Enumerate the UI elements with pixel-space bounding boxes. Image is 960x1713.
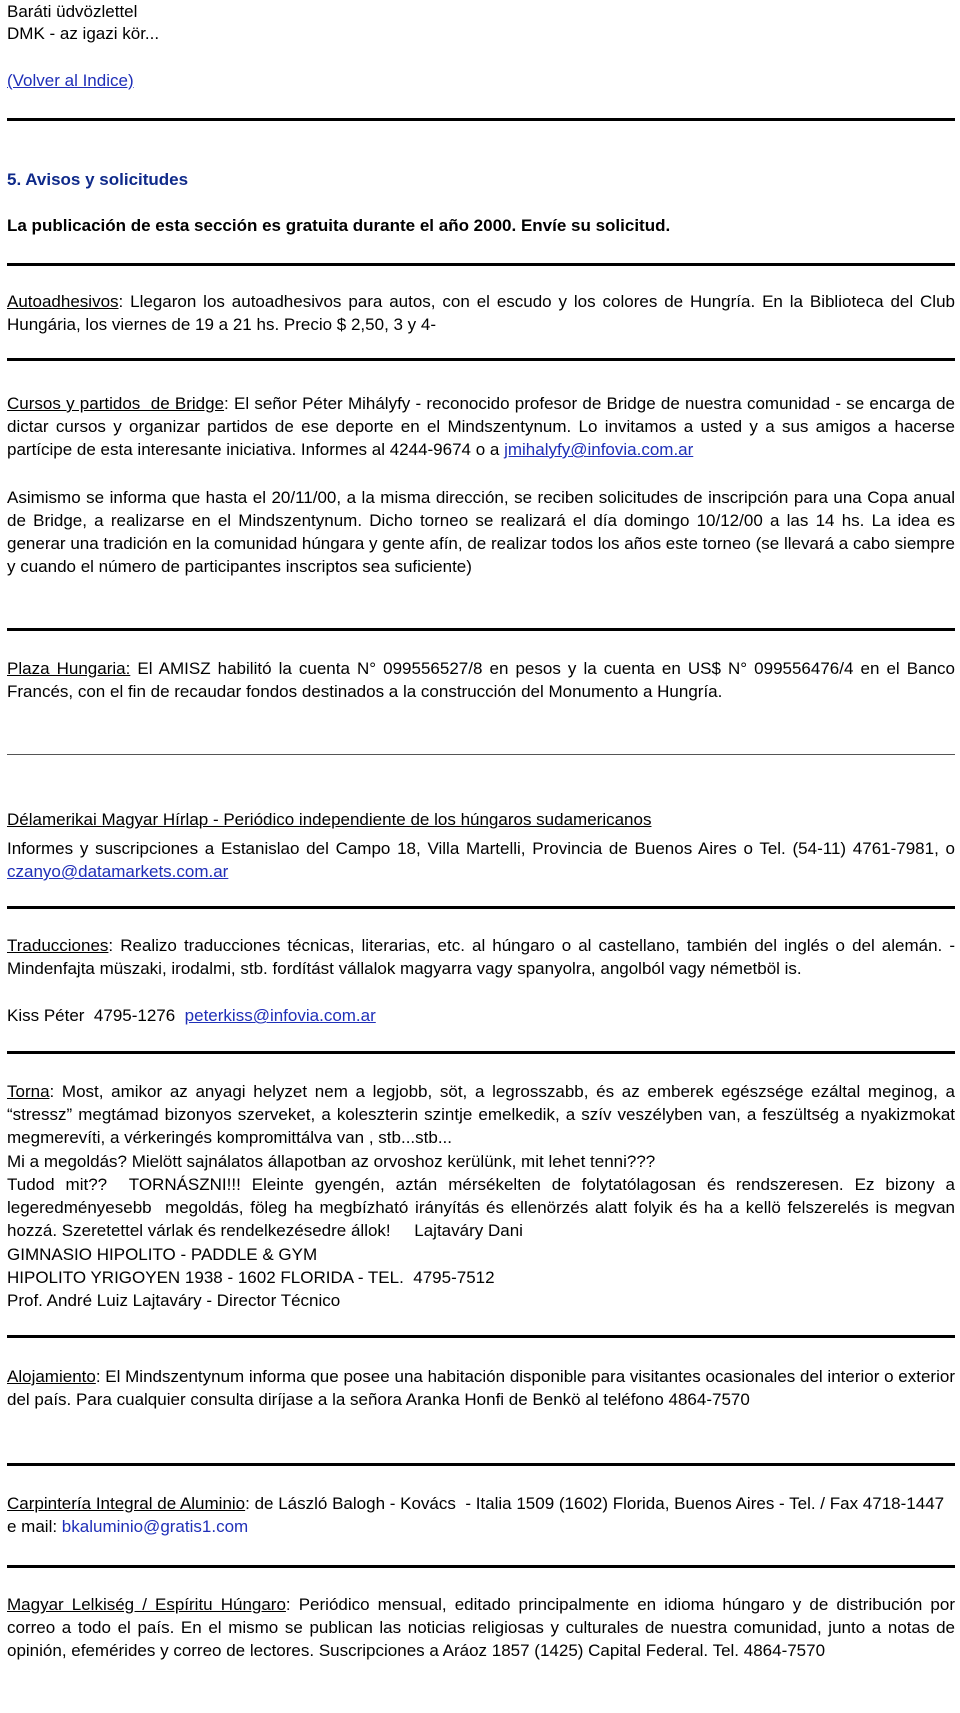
notice-text: : de László Balogh - Kovács - Italia 1509 (1602) Florida, Buenos Aires - Tel. / Fax 4718-1447 e mail: <box>7 1494 949 1536</box>
divider <box>7 754 955 755</box>
notice-text: : Most, amikor az anyagi helyzet nem a legjobb, söt, a legrosszabb, és az emberek egészsége ezáltal meginog, a “stressz” megtámad bizonyos szerveket, a koleszterin szintje emelkedik, a szív veszélyben van, a feszültség a nyakizmokat megmerevíti, a vérkeringés kompromittálva van , stb...stb... <box>7 1082 955 1147</box>
traducciones-contact <box>7 1004 955 1027</box>
divider <box>7 906 955 909</box>
email-text: bkaluminio@gratis1.com <box>61 1517 249 1536</box>
notice-text: Informes y suscripciones a Estanislao del Campo 18, Villa Martelli, Provincia de Buenos Aires o Tel. (54-11) 4761-7981, o <box>7 839 955 858</box>
notice-text: : El Mindszentynum informa que posee una habitación disponible para visitantes ocasionales del interior o exterior del país. Para cualquier consulta diríjase a la señora Aranka Honfi de Benkö al teléfono 4864-7570 <box>7 1367 955 1409</box>
notice-alojamiento <box>7 1365 955 1411</box>
notice-traducciones <box>7 934 955 980</box>
divider <box>7 263 955 266</box>
notice-bridge-paragraph-2: Asimismo se informa que hasta el 20/11/00, a la misma dirección, se reciben solicitudes de inscripción para una Copa anual de Bridge, a realizarse en el Mindszentynum. Dicho torneo se realizará el día domingo 10/12/00 a las 14 hs. La idea es generar una tradición en la comunidad húngara y gente afín, de realizar todos los años este torneo (se llevará a cabo siempre y cuando el número de participantes inscriptos sea suficiente) <box>7 488 955 576</box>
notice-lelkiseg <box>7 1593 955 1662</box>
notice-plaza-hungaria <box>7 657 955 703</box>
email-link[interactable]: peterkiss@infovia.com.ar <box>184 1006 376 1025</box>
notice-hirlap <box>7 837 955 883</box>
notice-heading: Traducciones <box>7 936 109 955</box>
notice-text: : Llegaron los autoadhesivos para autos, con el escudo y los colores de Hungría. En la Biblioteca del Club Hungária, los viernes de 19 a 21 hs. Precio $ 2,50, 3 y 4- <box>7 292 955 334</box>
notice-carpinteria <box>7 1492 955 1538</box>
divider <box>7 358 955 361</box>
notice-heading: Carpintería Integral de Aluminio <box>7 1494 246 1513</box>
notice-heading: Cursos y partidos de Bridge <box>7 394 225 413</box>
notice-torna <box>7 1080 955 1149</box>
notice-autoadhesivos <box>7 290 955 336</box>
torna-question: Mi a megoldás? Mielött sajnálatos állapotban az orvoshoz kerülünk, mit lehet tenni??? <box>7 1152 656 1171</box>
torna-gym-address: HIPOLITO YRIGOYEN 1938 - 1602 FLORIDA - TEL. 4795-7512 <box>7 1268 495 1287</box>
divider <box>7 1463 955 1466</box>
notice-heading: Alojamiento <box>7 1367 96 1386</box>
torna-answer: Tudod mit?? TORNÁSZNI!!! Eleinte gyengén, aztán mérsékelten de folytatólagosan és rendszeresen. Ez bizony a legeredményesebb megoldás, föleg ha megbízható irányítás és ellenörzés alatt folyik és ha a kellö felszerelés is megvan hozzá. Szeretettel várlak és rendelkezésedre állok! Lajtaváry Dani <box>7 1175 960 1240</box>
torna-gym-name: GIMNASIO HIPOLITO - PADDLE & GYM <box>7 1245 318 1264</box>
section-subtitle: La publicación de esta sección es gratuita durante el año 2000. Envíe su solicitud. <box>7 216 671 235</box>
notice-text: : Periódico mensual, editado principalmente en idioma húngaro y de distribución por correo a todo el país. En el mismo se publican las noticias religiosas y culturales de nuestra comunidad, junto a notas de opinión, efemérides y correo de lectores. Suscripciones a Aráoz 1857 (1425) Capital Federal. Tel. 4864-7570 <box>7 1595 955 1660</box>
notice-text: El AMISZ habilitó la cuenta N° 099556527/8 en pesos y la cuenta en US$ N° 099556476/4 en el Banco Francés, con el fin de recaudar fondos destinados a la construcción del Monumento a Hungría. <box>7 659 955 701</box>
greeting-line-2: DMK - az igazi kör... <box>7 24 160 43</box>
divider <box>7 1051 955 1054</box>
divider <box>7 118 955 121</box>
notice-heading: Plaza Hungaria: <box>7 659 131 678</box>
notice-heading-hirlap: Délamerikai Magyar Hírlap - Periódico independiente de los húngaros sudamericanos <box>7 810 652 829</box>
greeting-line-1: Baráti üdvözlettel <box>7 2 138 21</box>
notice-text: : Realizo traducciones técnicas, literarias, etc. al húngaro o al castellano, también del inglés o del alemán. - Mindenfajta müszaki, irodalmi, stb. fordítást vállalok magyarra vagy spanyolra, angolból vagy németböl is. <box>7 936 955 978</box>
divider <box>7 1335 955 1338</box>
divider <box>7 1565 955 1568</box>
section-title: 5. Avisos y solicitudes <box>7 170 189 189</box>
contact-text: Kiss Péter 4795-1276 <box>7 1006 185 1025</box>
back-to-index-link[interactable]: (Volver al Indice) <box>7 71 134 90</box>
email-link[interactable]: czanyo@datamarkets.com.ar <box>7 862 229 881</box>
notice-text: : El señor Péter Mihályfy - reconocido profesor de Bridge de nuestra comunidad - se encarga de dictar cursos y organizar partidos de ese deporte en el Mindszentynum. Lo invitamos a usted y a sus amigos a hacerse partícipe de esta interesante iniciativa. Informes al 4244-9674 o a <box>7 394 956 459</box>
notice-heading: Torna <box>7 1082 50 1101</box>
notice-bridge <box>7 392 955 461</box>
notice-heading: Magyar Lelkiség / Espíritu Húngaro <box>7 1595 286 1614</box>
email-link[interactable]: jmihalyfy@infovia.com.ar <box>504 440 694 459</box>
divider <box>7 628 955 631</box>
torna-director: Prof. André Luiz Lajtaváry - Director Técnico <box>7 1291 341 1310</box>
notice-heading: Autoadhesivos <box>7 292 119 311</box>
